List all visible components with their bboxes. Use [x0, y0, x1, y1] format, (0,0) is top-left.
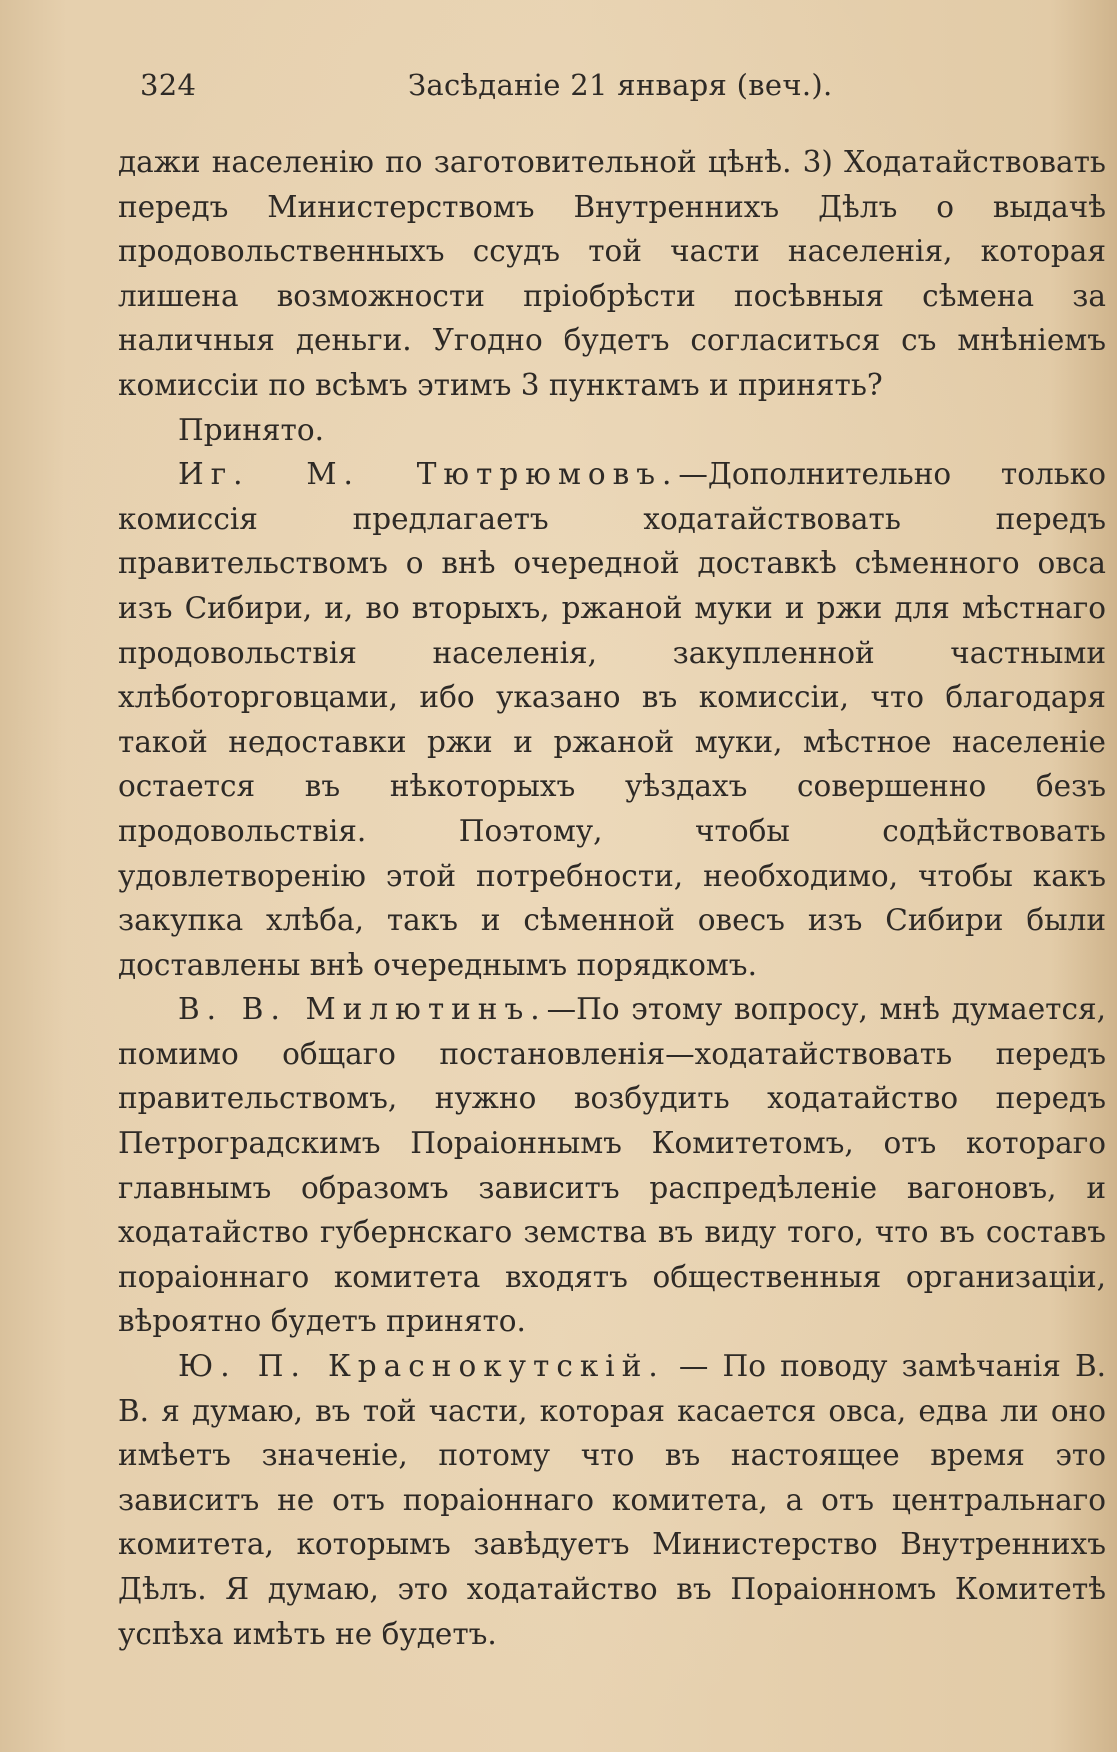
body-text	[118, 140, 1106, 1656]
paragraph-milyutin	[118, 987, 1106, 1344]
paragraph-accepted	[118, 408, 1106, 453]
paragraph-tyutryumov	[118, 452, 1106, 987]
speaker-name: В. В. Милютинъ.	[178, 992, 547, 1027]
paragraph-commission-proposal	[118, 140, 1106, 408]
paragraph-text: — По поводу замѣчанія В. В. я думаю, въ той части, которая касается овса, едва ли оно имѣетъ значеніе, потому что въ настоящее время это зависитъ не отъ пораіоннаго комитета, а отъ центральнаго комитета, которымъ завѣдуетъ Министерство Внутреннихъ Дѣлъ. Я думаю, это ходатайство въ Пораіонномъ Комитетѣ успѣха имѣть не будетъ.	[118, 1349, 1107, 1651]
paragraph-text: —По этому вопросу, мнѣ думается, помимо общаго постановленія—ходатайствовать передъ правительствомъ, нужно возбудить ходатайство передъ Петроградскимъ Пораіоннымъ Комитетомъ, отъ котораго главнымъ образомъ зависитъ распредѣленіе вагоновъ, и ходатайство губернскаго земства въ виду того, что въ составъ пораіоннаго комитета входятъ общественныя организаціи, вѣроятно будетъ принято.	[118, 992, 1106, 1339]
page-number: 324	[140, 68, 197, 102]
speaker-name: Ю. П. Краснокутскій.	[178, 1349, 665, 1384]
page-header	[128, 62, 1057, 112]
paragraph-krasnokutsky	[118, 1344, 1106, 1656]
running-head: Засѣданіе 21 января (веч.).	[408, 68, 833, 102]
paragraph-text: дажи населенію по заготовительной цѣнѣ. 3) Ходатайствовать передъ Министерствомъ Внутреннихъ Дѣлъ о выдачѣ продовольственныхъ ссудъ той части населенія, которая лишена возможности пріобрѣсти посѣвныя сѣмена за наличныя деньги. Угодно будетъ согласиться съ мнѣніемъ комиссіи по всѣмъ этимъ 3 пунктамъ и принять?	[118, 145, 1106, 402]
paragraph-text: —Дополнительно только комиссія предлагаетъ ходатайствовать передъ правительствомъ о внѣ очередной доставкѣ сѣменного овса изъ Сибири, и, во вторыхъ, ржаной муки и ржи для мѣстнаго продовольствія населенія, закупленной частными хлѣботорговцами, ибо указано въ комиссіи, что благодаря такой недоставки ржи и ржаной муки, мѣстное населеніе остается въ нѣкоторыхъ уѣздахъ совершенно безъ продовольствія. Поэтому, чтобы содѣйствовать удовлетворенію этой потребности, необходимо, чтобы какъ закупка хлѣба, такъ и сѣменной овесъ изъ Сибири были доставлены внѣ очереднымъ порядкомъ.	[118, 457, 1106, 982]
speaker-name: Иг. М. Тютрюмовъ.	[178, 457, 679, 492]
paragraph-text: Принято.	[178, 412, 325, 447]
